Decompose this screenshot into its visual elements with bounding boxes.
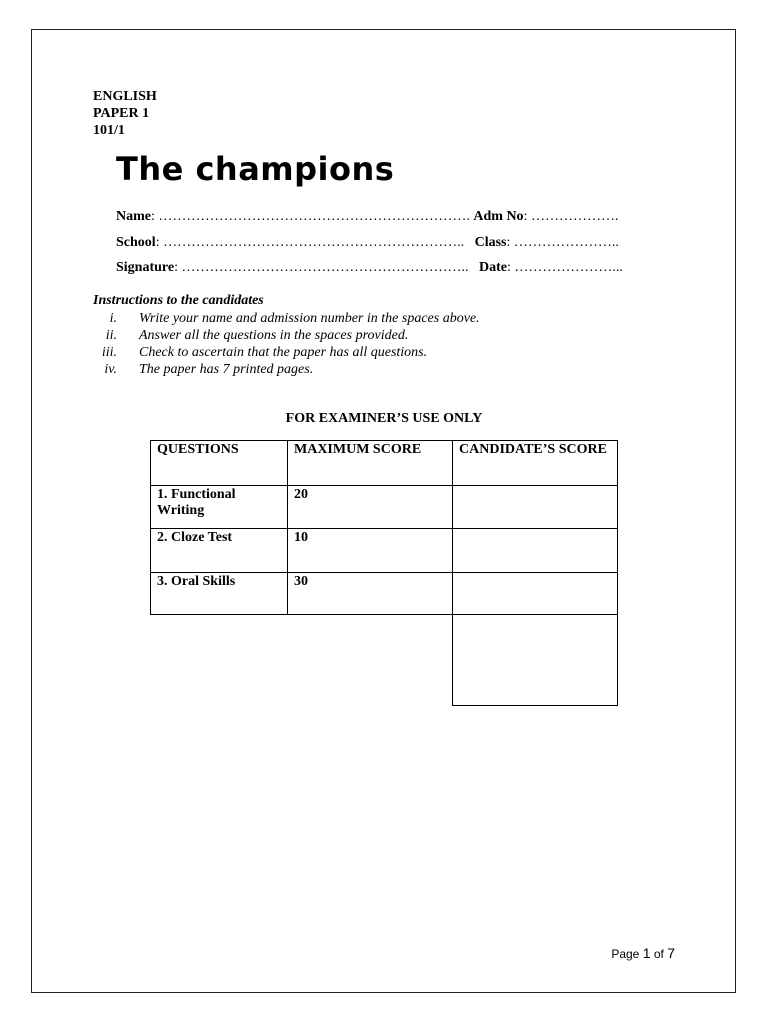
instruction-text: Check to ascertain that the paper has all questions. bbox=[139, 345, 428, 360]
school-field[interactable]: : ……………………………………………………….. bbox=[155, 235, 465, 250]
of-word: of bbox=[653, 947, 664, 961]
page-title: The champions bbox=[116, 150, 395, 188]
name-label: Name bbox=[116, 209, 151, 224]
header-candidate-score: CANDIDATE’S SCORE bbox=[453, 441, 618, 486]
adm-label: Adm No bbox=[473, 209, 524, 224]
total-row bbox=[151, 615, 618, 706]
max-score-cell: 30 bbox=[288, 573, 453, 615]
question-cell: 1. Functional Writing bbox=[151, 486, 288, 529]
signature-label: Signature bbox=[116, 260, 175, 275]
score-table bbox=[150, 440, 618, 706]
class-label: Class bbox=[474, 235, 507, 250]
date-field[interactable]: : …………………... bbox=[506, 260, 623, 275]
question-cell: 2. Cloze Test bbox=[151, 529, 288, 573]
date-label: Date bbox=[478, 260, 507, 275]
paper-label: PAPER 1 bbox=[93, 106, 150, 121]
max-score-cell: 20 bbox=[288, 486, 453, 529]
instruction-item bbox=[93, 310, 653, 327]
school-row bbox=[116, 235, 619, 251]
table-row bbox=[151, 573, 618, 615]
header-questions: QUESTIONS bbox=[151, 441, 288, 486]
table-row bbox=[151, 486, 618, 529]
instruction-item bbox=[93, 344, 653, 361]
paper-header bbox=[93, 88, 157, 139]
candidate-score-cell[interactable] bbox=[453, 529, 618, 573]
candidate-score-cell[interactable] bbox=[453, 486, 618, 529]
table-row bbox=[151, 529, 618, 573]
name-field[interactable]: : …………………………………………………………. bbox=[151, 209, 470, 224]
instruction-number: ii. bbox=[105, 328, 117, 343]
examiner-heading: FOR EXAMINER’S USE ONLY bbox=[285, 411, 483, 426]
class-field[interactable]: : ………………….. bbox=[506, 235, 619, 250]
school-label: School bbox=[116, 235, 156, 250]
question-cell: 3. Oral Skills bbox=[151, 573, 288, 615]
page-word: Page bbox=[611, 947, 640, 961]
instruction-text: Answer all the questions in the spaces provided. bbox=[139, 328, 409, 343]
header-max-score: MAXIMUM SCORE bbox=[288, 441, 453, 486]
instruction-number: iv. bbox=[104, 362, 117, 377]
instruction-text: Write your name and admission number in the spaces above. bbox=[139, 311, 480, 326]
candidate-score-cell[interactable] bbox=[453, 573, 618, 615]
instruction-number: iii. bbox=[101, 345, 117, 360]
instructions-heading: Instructions to the candidates bbox=[93, 293, 264, 308]
instruction-number: i. bbox=[109, 311, 117, 326]
signature-row bbox=[116, 260, 623, 276]
instruction-text: The paper has 7 printed pages. bbox=[139, 362, 314, 377]
table-header-row bbox=[151, 441, 618, 486]
page-total: 7 bbox=[667, 945, 675, 961]
page-footer bbox=[611, 945, 675, 961]
paper-code: 101/1 bbox=[93, 123, 125, 138]
subject-label: ENGLISH bbox=[93, 89, 157, 104]
page-number: 1 bbox=[642, 945, 651, 961]
total-score-cell[interactable] bbox=[453, 615, 618, 706]
instruction-item bbox=[93, 361, 653, 378]
max-score-cell: 10 bbox=[288, 529, 453, 573]
name-row bbox=[116, 209, 618, 225]
instructions-list bbox=[93, 310, 653, 378]
signature-field[interactable]: : …………………………………………………….. bbox=[174, 260, 469, 275]
instruction-item bbox=[93, 327, 653, 344]
adm-field[interactable]: : ………………. bbox=[523, 209, 619, 224]
